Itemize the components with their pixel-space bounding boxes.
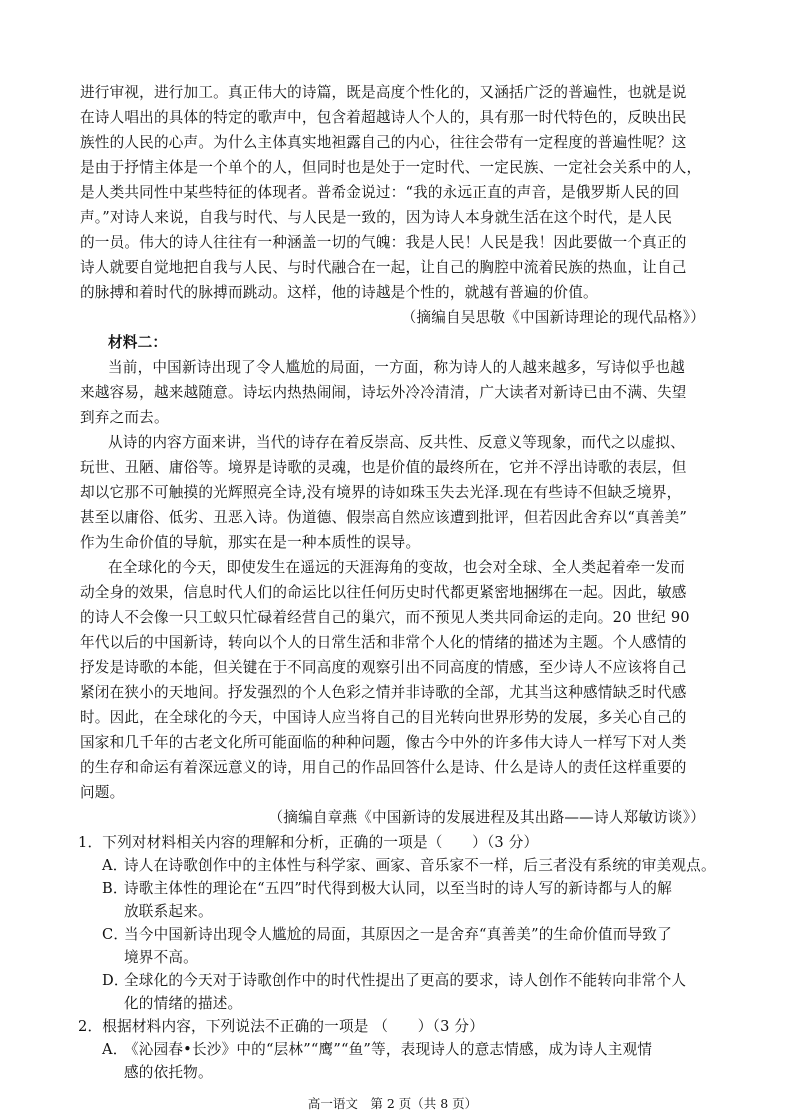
passage1-line: 进行审视，进行加工。真正伟大的诗篇，既是高度个性化的，又涵括广泛的普遍性，也就是说: [80, 84, 687, 101]
passage1-line: 声。”对诗人来说，自我与时代、与人民是一致的，因为诗人本身就生活在这个时代，是人民: [80, 209, 673, 226]
passage1-line: 的脉搏和着时代的脉搏而跳动。这样，他的诗越是个性的，就越有普遍的价值。: [80, 284, 598, 301]
q1-option-b-text: 诗歌主体性的理论在“五四”时代得到极大认同，以至当时的诗人写的新诗都与人的解: [124, 880, 672, 897]
q1-option-d-label: D．: [102, 972, 129, 989]
q2-option-a-label: A．: [102, 1041, 128, 1058]
passage2-line: 到弃之而去。: [80, 409, 169, 426]
passage2-line: 甚至以庸俗、低劣、丑恶入诗。伪道德、假崇高自然应该遭到批评，但若因此舍弃以“真善美”: [80, 509, 688, 526]
q1-option-b-text: 放联系起来。: [124, 903, 213, 920]
passage2-line: 在全球化的今天，即使发生在遥远的天涯海角的变故，也会对全球、全人类起着牵一发而: [108, 559, 685, 576]
q1-option-c-text: 当今中国新诗出现令人尴尬的局面，其原因之一是舍弃“真善美”的生命价值而导致了: [124, 926, 672, 943]
passage2-line: 问题。: [80, 784, 125, 801]
q1-option-a-label: A．: [102, 857, 128, 874]
passage2-line: 当前，中国新诗出现了令人尴尬的局面，一方面，称为诗人的人越来越多，写诗似乎也越: [108, 359, 685, 376]
passage2-line: 的生存和命运有着深远意义的诗，用自己的作品回答什么是诗、什么是诗人的责任这样重要的: [80, 759, 687, 776]
passage2-line: 动全身的效果，信息时代人们的命运比以往任何历史时代都更紧密地捆绑在一起。因此，敏感: [80, 584, 687, 601]
q2-option-a-text: 感的依托物。: [124, 1064, 213, 1081]
passage2-line: 玩世、丑陋、庸俗等。境界是诗歌的灵魂，也是价值的最终所在，它并不浮出诗歌的表层，但: [80, 459, 687, 476]
passage2-line: 的诗人不会像一只工蚁只忙碌着经营自己的巢穴，而不预见人类共同命运的走向。20 世纪 90: [80, 609, 690, 626]
q1-option-a-text: 诗人在诗歌创作中的主体性与科学家、画家、音乐家不一样，后三者没有系统的审美观点。: [124, 857, 716, 874]
passage1-line: 是由于抒情主体是一个单个的人，但同时也是处于一定时代、一定民族、一定社会关系中的人，: [80, 159, 702, 176]
q1-option-c-text: 境界不高。: [124, 949, 198, 966]
passage2-line: 年代以后的中国新诗，转向以个人的日常生活和非常个人化的情绪的描述为主题。个人感情的: [80, 634, 687, 651]
passage1-line: 族性的人民的心声。为什么主体真实地袒露自己的内心，往往会带有一定程度的普遍性呢？这: [80, 134, 687, 151]
q1-option-b-label: B．: [102, 880, 128, 897]
question-1-stem: 1．下列对材料相关内容的理解和分析，正确的一项是（ ）（3 分）: [78, 834, 539, 851]
q1-option-d-text: 全球化的今天对于诗歌创作中的时代性提出了更高的要求，诗人创作不能转向非常个人: [124, 972, 687, 989]
q1-option-c-label: C．: [102, 926, 129, 943]
passage1-source: （摘编自吴思敬《中国新诗理论的现代品格》）: [401, 309, 705, 326]
passage2-line: 从诗的内容方面来讲，当代的诗存在着反崇高、反共性、反意义等现象，而代之以虚拟、: [108, 434, 685, 451]
passage2-heading: 材料二：: [108, 334, 168, 351]
passage2-line: 作为生命价值的导航，那实在是一种本质性的误导。: [80, 534, 421, 551]
passage2-source: （摘编自章燕《中国新诗的发展进程及其出路——诗人郑敏访谈》）: [268, 809, 705, 826]
page-footer: 高一语文 第 2 页（共 8 页）: [307, 1096, 478, 1111]
passage2-line: 来越容易，越来越随意。诗坛内热热闹闹，诗坛外冷冷清清，广大读者对新诗已由不满、失望: [80, 384, 687, 401]
passage1-line: 的一员。伟大的诗人往往有一种涵盖一切的气魄：我是人民！人民是我！因此要做一个真正的: [80, 234, 687, 251]
q2-option-a-text: 《沁园春•长沙》中的“层林”“鹰”“鱼”等，表现诗人的意志情感，成为诗人主观情: [124, 1041, 653, 1058]
passage2-line: 紧闭在狭小的天地间。抒发强烈的个人色彩之情并非诗歌的全部，尤其当这种感情缺乏时代感: [80, 684, 687, 701]
passage1-line: 诗人就要自觉地把自我与人民、与时代融合在一起，让自己的胸腔中流着民族的热血，让自己: [80, 259, 687, 276]
question-2-stem: 2．根据材料内容，下列说法不正确的一项是 （ ）（3 分）: [78, 1018, 484, 1035]
passage2-line: 却以它那不可触摸的光辉照亮全诗,没有境界的诗如珠玉失去光泽.现在有些诗不但缺乏境界，: [80, 484, 682, 501]
passage1-line: 在诗人唱出的具体的特定的歌声中，包含着超越诗人个人的，具有那一时代特色的，反映出民: [80, 109, 687, 126]
passage2-line: 国家和几千年的古老文化所可能面临的种种问题，像古今中外的许多伟大诗人一样写下对人类: [80, 734, 687, 751]
passage2-line: 时。因此，在全球化的今天，中国诗人应当将自己的目光转向世界形势的发展，多关心自己的: [80, 709, 687, 726]
passage2-line: 抒发是诗歌的本能，但关键在于不同高度的观察引出不同高度的情感，至少诗人不应该将自己: [80, 659, 687, 676]
q1-option-d-text: 化的情绪的描述。: [124, 995, 243, 1012]
passage1-line: 是人类共同性中某些特征的体现者。普希金说过：“我的永远正直的声音，是俄罗斯人民的回: [80, 184, 680, 201]
